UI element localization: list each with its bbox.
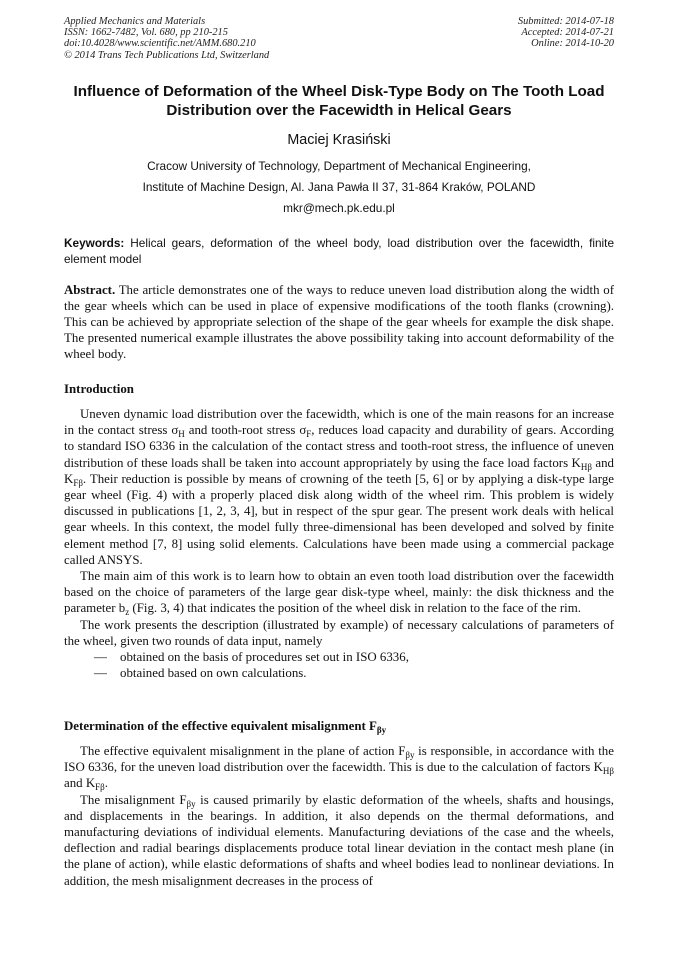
abstract bbox=[64, 282, 614, 362]
abstract-text: The article demonstrates one of the ways to reduce uneven load distribution along the width of the gear wheels which can be used in place of expensive modifications of the tooth flanks (crowning). This can be achieved by appropriate selection of the shape of the gear wheels for example the disk shape. The presented numerical example illustrates the above possibility taking into account deformability of the wheel body. bbox=[64, 283, 614, 361]
dash-bullet: — bbox=[94, 650, 107, 665]
paragraph: Uneven dynamic load distribution over the facewidth, which is one of the main reasons for an increase in the contact stress $\sigma_H$ and tooth-root stress $\sigma_F$, reduces load capacity and durability of gears. According to standard ISO 6336 in the calculation of the contact stress and tooth-root stress, the influence of uneven distribution of these loads shall be taken into account appropriately by using the face load factors $K_{H\beta}$ and $K_{F\beta}$. Their reduction is possible by means of crowning of the teeth [5, 6] or by applying a disk-type large gear wheel (Fig. 4) with a properly placed disk along width of the wheel rim. This problem is widely discussed in publications [1, 2, 3, 4], but in respect of the spur gear. The present work deals with helical gear wheels. In this context, the model fully three-dimensional has been developed and solved by finite element method [7, 8] using solid elements. Calculations have been made using a commercial package called ANSYS. bbox=[64, 407, 614, 567]
affiliation-line-2: Institute of Machine Design, Al. Jana Pawła II 37, 31-864 Kraków, POLAND bbox=[142, 180, 536, 194]
journal-name: Applied Mechanics and Materials bbox=[64, 16, 206, 27]
abstract-label: Abstract. bbox=[64, 283, 116, 297]
submitted-date: Submitted: 2014-07-18 bbox=[517, 16, 614, 27]
list-item: — obtained on the basis of procedures set out in ISO 6336, bbox=[94, 650, 409, 665]
paragraph: The work presents the description (illustrated by example) of necessary calculations of parameters of the wheel, given two rounds of data input, namely bbox=[64, 617, 614, 648]
paragraph: The effective equivalent misalignment in the plane of action $F_{\beta y}$ is responsible, in accordance with the ISO 6336, for the uneven load distribution over the facewidth. This is due to the calculation of factors $K_{H\beta}$ and $K_{F\beta}$. bbox=[64, 744, 614, 793]
issn-line: ISSN: 1662-7482, Vol. 680, pp 210-215 bbox=[64, 27, 228, 39]
paragraph: The main aim of this work is to learn how to obtain an even tooth load distribution over the facewidth based on the choice of parameters of the large gear disk-type wheel, mainly: the disk thickness and the parameter $b_z$ (Fig. 3, 4) that indicates the position of the wheel disk in relation to the face of the rim. bbox=[64, 569, 614, 618]
determination-body bbox=[64, 743, 614, 889]
online-date: Online: 2014-10-20 bbox=[531, 38, 614, 50]
introduction-body bbox=[64, 406, 614, 681]
dash-bullet: — bbox=[94, 666, 107, 681]
paragraph: The misalignment $F_{\beta y}$ is caused primarily by elastic deformation of the wheels, shafts and housings, and displacements in the bearings. In addition, it also depends on the thermal deformations, and manufacturing deviations of individual elements. Manufacturing deviations of the case and the wheels, deflection and radial bearings displacements produce total linear deviation in the contact mesh plane (in the plane of action), while elastic deformations of shafts and wheel bodies lead to nonlinear deviations. In addition, the mesh misalignment decreases in the process of bbox=[64, 792, 614, 888]
keywords bbox=[64, 236, 614, 267]
author-email: mkr@mech.pk.edu.pl bbox=[283, 201, 395, 215]
section-heading-introduction: Introduction bbox=[64, 382, 134, 396]
copyright-line: © 2014 Trans Tech Publications Ltd, Switzerland bbox=[64, 49, 270, 61]
keywords-label: Keywords: bbox=[64, 236, 125, 250]
bullet-list bbox=[64, 649, 614, 681]
keywords-text: Helical gears, deformation of the wheel body, load distribution over the facewidth, finite element model bbox=[64, 236, 615, 266]
accepted-date: Accepted: 2014-07-21 bbox=[521, 27, 614, 39]
author-name: Maciej Krasiński bbox=[287, 132, 391, 148]
publication-dates bbox=[518, 16, 614, 50]
doi-line: doi:10.4028/www.scientific.net/AMM.680.210 bbox=[64, 38, 256, 50]
journal-info bbox=[64, 16, 269, 61]
affiliation-line-1: Cracow University of Technology, Department of Mechanical Engineering, bbox=[147, 159, 531, 173]
section-heading-determination: Determination of the effective equivalent misalignment $F_{\beta y}$ bbox=[64, 719, 387, 735]
paper-title: Influence of Deformation of the Wheel Disk-Type Body on The Tooth Load Distribution over the Facewidth in Helical Gears bbox=[73, 83, 605, 119]
list-item: — obtained based on own calculations. bbox=[94, 666, 307, 681]
